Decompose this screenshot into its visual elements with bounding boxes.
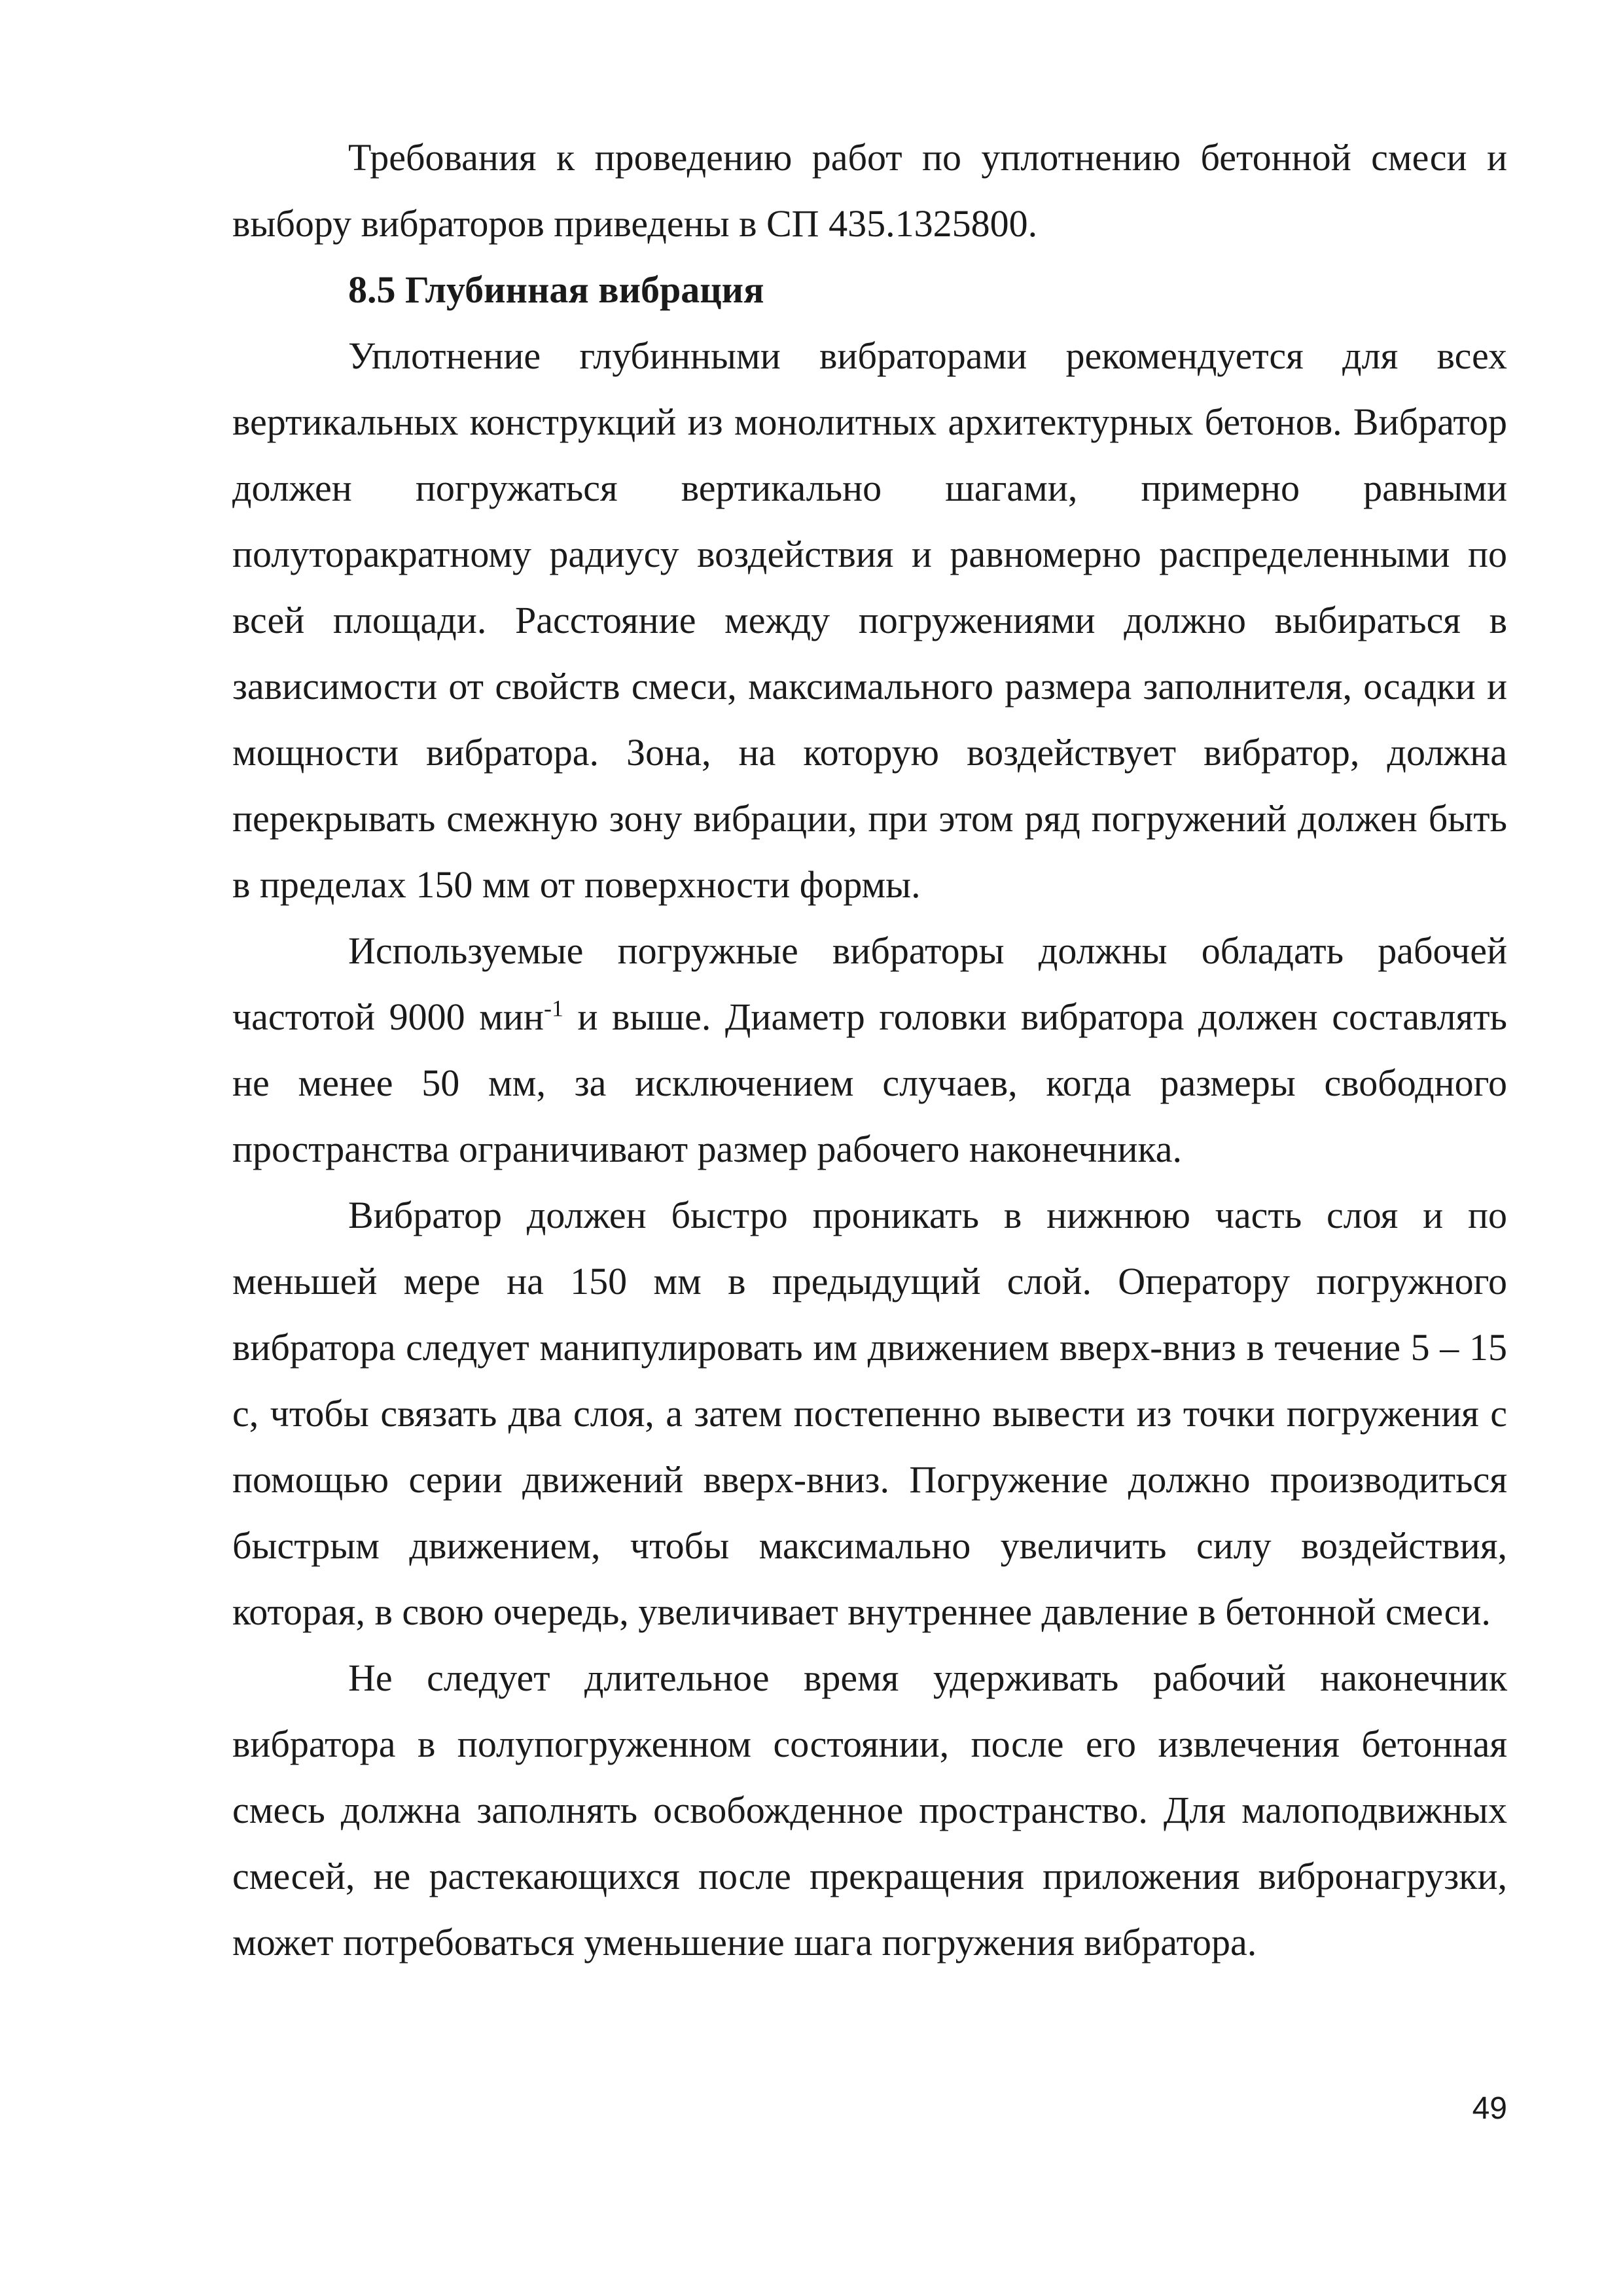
paragraph-frequency-text: Используемые погружные вибраторы должны обладать рабочей частотой 9000 мин [232, 929, 1507, 1038]
paragraph-penetration: Вибратор должен быстро проникать в нижнюю часть слоя и по меньшей мере на 150 мм в предыдущий слой. Оператору погружного вибратора следует манипулировать им движением вверх-вниз в течение 5 – 15 с, чтобы связать два слоя, а затем постепенно вывести из точки погружения с помощью серии движений вверх-вниз. Погружение должно производиться быстрым движением, чтобы максимально увеличить силу воздействия, которая, в свою очередь, увеличивает внутреннее давление в бетонной смеси. [232, 1194, 1507, 1633]
frequency-exponent: -1 [543, 995, 563, 1022]
section-heading: 8.5 Глубинная вибрация [348, 268, 764, 311]
paragraph-deep-vibration: Уплотнение глубинными вибраторами рекомендуется для всех вертикальных конструкций из монолитных архитектурных бетонов. Вибратор должен погружаться вертикально шагами, примерно равными полуторакратному радиусу воздействия и равномерно распределенными по всей площади. Расстояние между погружениями должно выбираться в зависимости от свойств смеси, максимального размера заполнителя, осадки и мощности вибратора. Зона, на которую воздействует вибратор, должна перекрывать смежную зону вибрации, при этом ряд погружений должен быть в пределах 150 мм от поверхности формы. [232, 334, 1507, 906]
paragraph-vibrator-frequency [232, 918, 1507, 1182]
intro-paragraph: Требования к проведению работ по уплотнению бетонной смеси и выбору вибраторов приведены в СП 435.1325800. [232, 136, 1507, 245]
paragraph-withdrawal: Не следует длительное время удерживать рабочий наконечник вибратора в полупогруженном состоянии, после его извлечения бетонная смесь должна заполнять освобожденное пространство. Для малоподвижных смесей, не растекающихся после прекращения приложения вибронагрузки, может потребоваться уменьшение шага погружения вибратора. [232, 1657, 1507, 1964]
text-column [232, 124, 1507, 1975]
page-number: 49 [1472, 2091, 1507, 2126]
paragraph-frequency-rest: и выше. Диаметр головки вибратора должен составлять не менее 50 мм, за исключением случаев, когда размеры свободного пространства ограничивают размер рабочего наконечника. [232, 996, 1507, 1170]
